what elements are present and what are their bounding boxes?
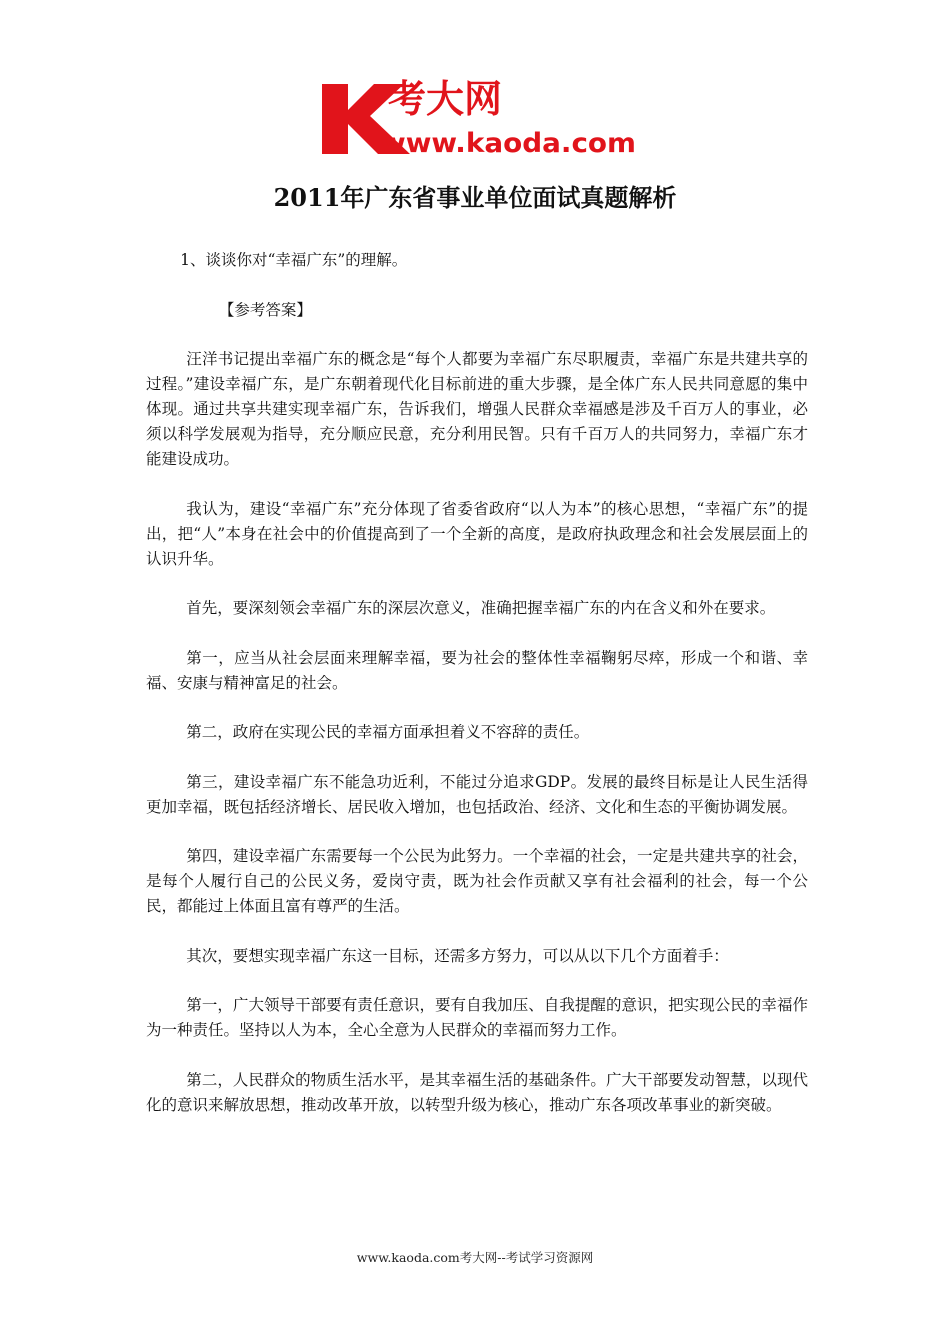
paragraph: 首先，要深刻领会幸福广东的深层次意义，准确把握幸福广东的内在含义和外在要求。 — [186, 599, 776, 617]
paragraph: 我认为，建设“幸福广东”充分体现了省委省政府“以人为本”的核心思想，“幸福广东”的提出，把“人”本身在社会中的价值提高到了一个全新的高度，是政府执政理念和社会发展层面上的认识升华。 — [146, 499, 808, 568]
article-body — [146, 248, 808, 1142]
logo-url-text: www.kaoda.com — [380, 128, 636, 159]
paragraph: 其次，要想实现幸福广东这一目标，还需多方努力，可以从以下几个方面着手： — [186, 946, 729, 965]
page-footer: www.kaoda.com考大网--考试学习资源网 — [356, 1250, 594, 1265]
paragraph: 第二，政府在实现公民的幸福方面承担着义不容辞的责任。 — [186, 723, 590, 741]
kaoda-logo — [318, 76, 640, 162]
paragraph: 第一，应当从社会层面来理解幸福，要为社会的整体性幸福鞠躬尽瘁，形成一个和谐、幸福、安康与精神富足的社会。 — [146, 648, 808, 692]
paragraph: 第四，建设幸福广东需要每一个公民为此努力。一个幸福的社会，一定是共建共享的社会，是每个人履行自己的公民义务，爱岗守责，既为社会作贡献又享有社会福利的社会，每一个公民，都能过上体面且富有尊严的生活。 — [146, 847, 808, 915]
page-title: 2011年广东省事业单位面试真题解析 — [273, 183, 677, 212]
kaoda-logo-graphic — [318, 76, 640, 162]
logo-brand-text: 考大网 — [388, 77, 503, 121]
answer-label: 【参考答案】 — [218, 300, 312, 319]
question-text: 1、谈谈你对“幸福广东”的理解。 — [180, 251, 408, 269]
paragraph: 第二，人民群众的物质生活水平，是其幸福生活的基础条件。广大干部要发动智慧，以现代化的意识来解放思想，推动改革开放，以转型升级为核心，推动广东各项改革事业的新突破。 — [146, 1070, 808, 1114]
paragraph: 汪洋书记提出幸福广东的概念是“每个人都要为幸福广东尽职履责，幸福广东是共建共享的过程。”建设幸福广东，是广东朝着现代化目标前进的重大步骤，是全体广东人民共同意愿的集中体现。通过共享共建实现幸福广东，告诉我们，增强人民群众幸福感是涉及千百万人的事业，必须以科学发展观为指导，充分顺应民意，充分利用民智。只有千百万人的共同努力，幸福广东才能建设成功。 — [146, 350, 808, 468]
paragraph: 第一，广大领导干部要有责任意识，要有自我加压、自我提醒的意识，把实现公民的幸福作为一种责任。坚持以人为本，全心全意为人民群众的幸福而努力工作。 — [146, 996, 808, 1039]
paragraph: 第三，建设幸福广东不能急功近利，不能过分追求GDP。发展的最终目标是让人民生活得更加幸福，既包括经济增长、居民收入增加，也包括政治、经济、文化和生态的平衡协调发展。 — [146, 772, 808, 816]
